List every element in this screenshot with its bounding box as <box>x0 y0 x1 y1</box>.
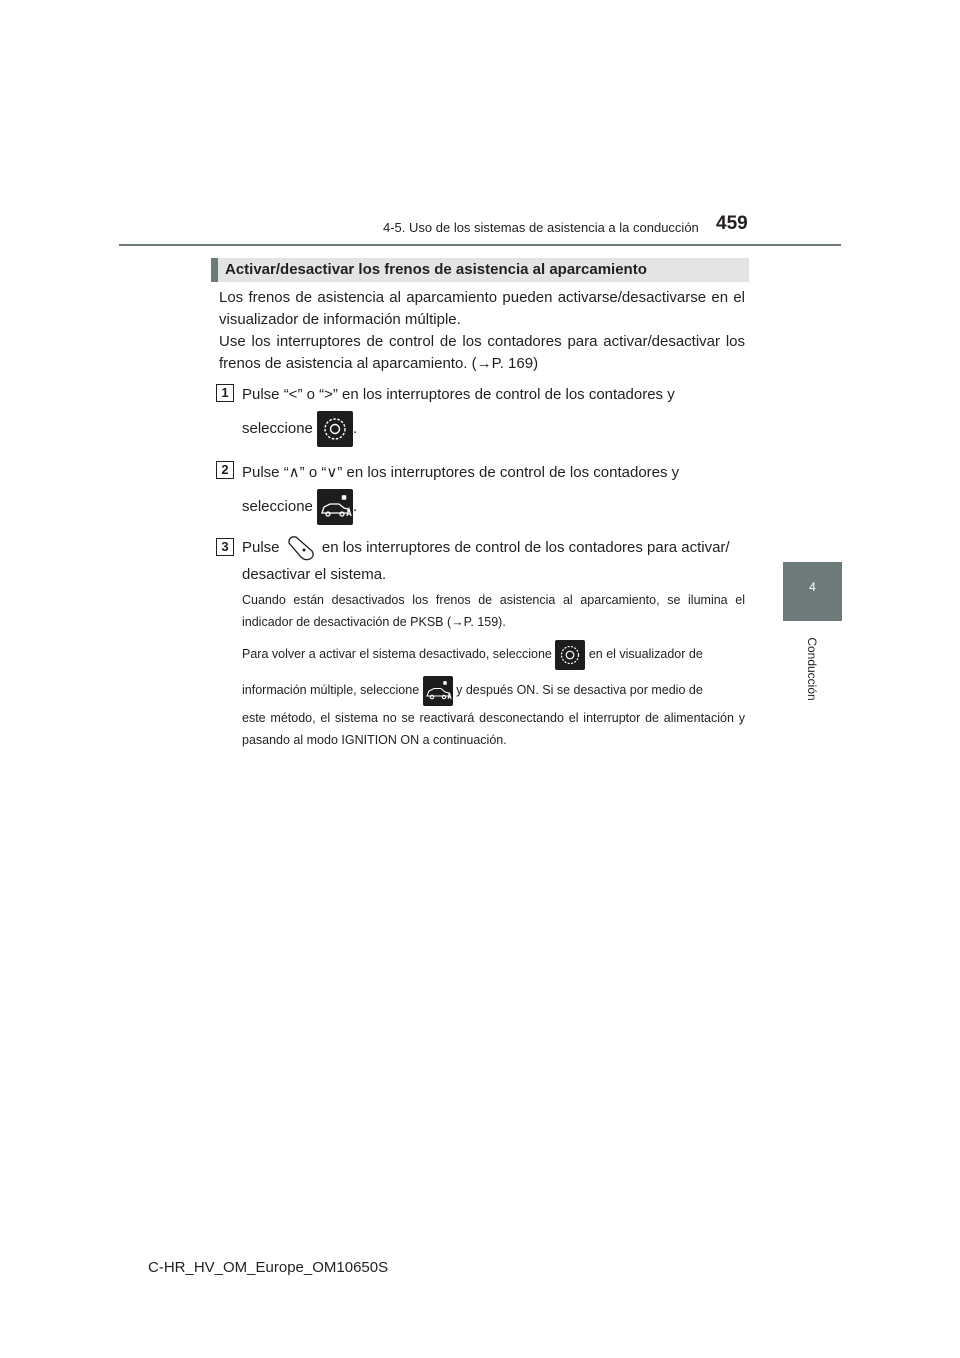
note-reactivate-line-2 <box>242 675 745 706</box>
ok-button-icon <box>284 533 318 563</box>
step-1-line-1: Pulse “<” o “>” en los interruptores de control de los contadores y <box>242 386 675 403</box>
note-2-text-a: Para volver a activar el sistema desactivado, seleccione <box>242 647 556 661</box>
settings-gear-icon <box>555 640 585 670</box>
step-3-line-1 <box>242 533 745 563</box>
intro-text <box>219 287 745 375</box>
pksb-car-icon <box>317 489 353 525</box>
header-section-title: 4-5. Uso de los sistemas de asistencia a la conducción <box>383 220 699 235</box>
step-1-select-text: seleccione <box>242 420 318 437</box>
document-code: C-HR_HV_OM_Europe_OM10650S <box>148 1259 389 1276</box>
note-reactivate-line-1 <box>242 639 745 670</box>
page-number: 459 <box>716 213 748 234</box>
intro-paragraph-2-text: Use los interruptores de control de los contadores para activar/desactivar los frenos de asistencia al aparcamiento. ( <box>219 333 745 372</box>
intro-paragraph-2 <box>219 331 745 375</box>
note-2-text-e: este método, el sistema no se reactivará desconectando el interruptor de alimentación y pasando al modo IGNITION ON a continuación. <box>242 711 745 747</box>
chapter-number: 4 <box>809 580 816 594</box>
note-pksb-off <box>242 589 745 633</box>
section-heading: Activar/desactivar los frenos de asistencia al aparcamiento <box>225 261 647 278</box>
note-2-text-b: en el visualizador de <box>585 647 703 661</box>
step-2-select-text: seleccione <box>242 498 318 515</box>
step-1-period: . <box>353 420 358 437</box>
note-2-text-d: y después ON. Si se desactiva por medio de <box>452 683 703 697</box>
chapter-label-wrap <box>804 630 820 710</box>
step-number-3: 3 <box>216 538 234 556</box>
step-3-instruction: en los interruptores de control de los contadores para activar/ <box>317 539 730 556</box>
pksb-car-icon <box>423 676 453 706</box>
step-number-1: 1 <box>216 384 234 402</box>
note-1-body: Cuando están desactivados los frenos de asistencia al aparcamiento, se ilumina el indicador de desactivación de PKSB ( <box>242 593 745 629</box>
intro-paragraph-1: Los frenos de asistencia al aparcamiento pueden activarse/desactivarse en el visualizador de información múltiple. <box>219 289 745 328</box>
section-heading-bar <box>211 258 749 282</box>
section-heading-accent <box>211 258 218 282</box>
step-3-line-2: desactivar el sistema. <box>242 566 387 583</box>
note-reactivate-line-3 <box>242 707 745 751</box>
step-3-pulse-text: Pulse <box>242 539 284 556</box>
step-2-line-2 <box>242 489 745 525</box>
chapter-label: Conducción <box>805 637 819 701</box>
step-1-line-2 <box>242 411 745 447</box>
step-2-period: . <box>353 498 358 515</box>
note-2-text-c: información múltiple, seleccione <box>242 683 423 697</box>
step-number-2: 2 <box>216 461 234 479</box>
step-2-line-1: Pulse “∧” o “∨” en los interruptores de control de los contadores y <box>242 464 680 481</box>
header-divider <box>119 244 841 246</box>
settings-gear-icon <box>317 411 353 447</box>
page-reference: P. 159). <box>463 615 506 629</box>
arrow-icon: → <box>451 615 464 629</box>
arrow-icon: → <box>476 355 492 372</box>
page-reference: P. 169) <box>491 355 539 372</box>
chapter-tab <box>783 562 842 621</box>
note-1-text <box>242 589 745 633</box>
